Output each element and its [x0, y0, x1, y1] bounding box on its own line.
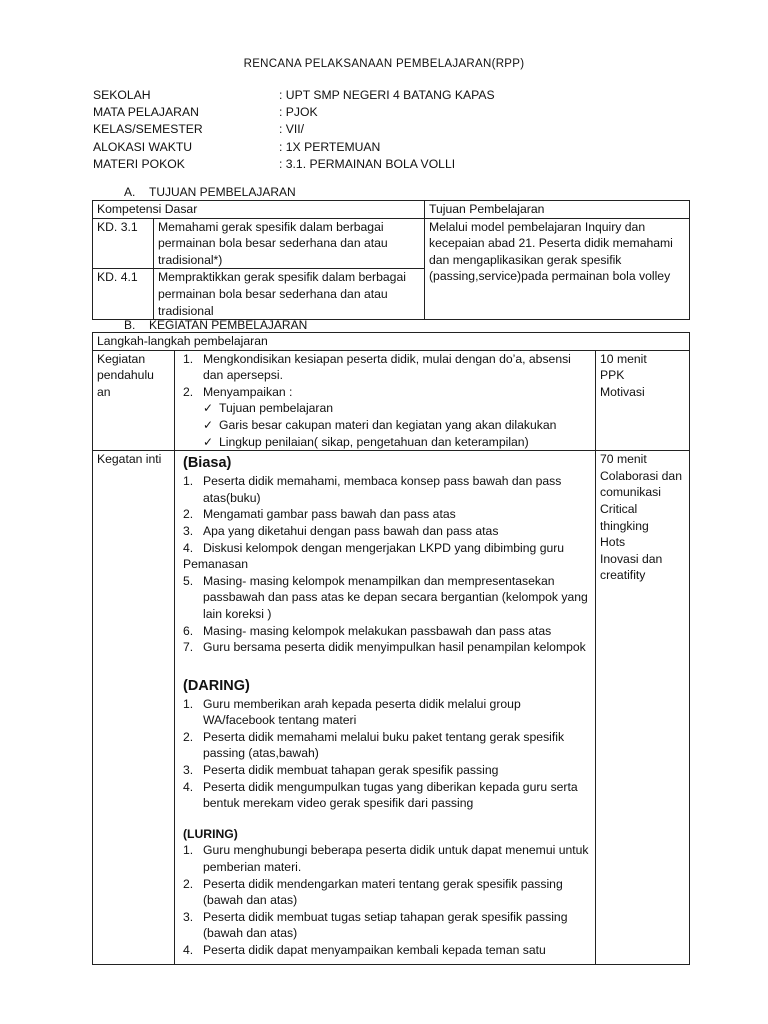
section-title: KEGIATAN PEMBELAJARAN: [149, 318, 308, 332]
checkmark-icon: ✓: [203, 401, 214, 416]
kd-text: Mempraktikkan gerak spesifik dalam berbagai permainan bola besar sederhana dan atau tradisional: [154, 269, 425, 320]
list-item: 1. Mengkondisikan kesiapan peserta didik, mulai dengan do’a, absensi dan apersepsi.: [183, 351, 591, 384]
step-text: Masing- masing kelompok melakukan passbawah dan pass atas: [203, 623, 552, 638]
check-text: Tujuan pembelajaran: [219, 401, 334, 416]
check-item: [183, 400, 591, 417]
list-item: 4. Diskusi kelompok dengan mengerjakan LKPD yang dibimbing guru: [183, 540, 565, 555]
check-item: [183, 417, 591, 434]
daring-heading: (DARING): [183, 677, 250, 694]
step-text: Peserta didik mengumpulkan tugas yang diberikan kepada guru serta bentuk merekam video gerak spesifik dari passing: [203, 779, 578, 811]
info-label: ALOKASI WAKTU: [93, 139, 193, 154]
info-label: KELAS/SEMESTER: [93, 122, 203, 137]
list-item: 2. Peserta didik mendengarkan materi tentang gerak spesifik passing (bawah dan atas): [183, 876, 591, 909]
side-note: 70 menit: [600, 452, 647, 467]
list-item: 2. Mengamati gambar pass bawah dan pass atas: [183, 507, 456, 522]
step-text: Apa yang diketahui dengan pass bawah dan pass atas: [203, 523, 499, 538]
list-item: 2. Peserta didik memahami melalui buku paket tentang gerak spesifik passing (atas,bawah): [183, 729, 591, 762]
step-text: Mengamati gambar pass bawah dan pass atas: [203, 507, 456, 522]
list-item: 3. Peserta didik membuat tahapan gerak spesifik passing: [183, 763, 499, 778]
document-title: RENCANA PELAKSANAAN PEMBELAJARAN(RPP): [243, 58, 525, 70]
info-label: SEKOLAH: [93, 88, 151, 102]
check-item: [183, 434, 591, 451]
step-text: Peserta didik dapat menyampaikan kembali kepada teman satu: [203, 943, 546, 957]
step-text: Guru bersama peserta didik menyimpulkan hasil penampilan kelompok: [203, 640, 586, 655]
list-item: 6. Masing- masing kelompok melakukan passbawah dan pass atas: [183, 623, 552, 638]
side-note: Colaborasi dan comunikasi: [600, 468, 682, 500]
checkmark-icon: ✓: [203, 434, 214, 449]
list-item: 1. Guru menghubungi beberapa peserta didik untuk dapat menemui untuk pemberian materi.: [183, 842, 591, 875]
info-value: : VII/: [279, 122, 305, 137]
step-text: Diskusi kelompok dengan mengerjakan LKPD yang dibimbing guru: [203, 540, 565, 555]
pemanasan-label: Pemanasan: [183, 557, 249, 572]
step-text: Mengkondisikan kesiapan peserta didik, mulai dengan do’a, absensi dan apersepsi.: [203, 351, 571, 383]
check-text: Lingkup penilaian( sikap, pengetahuan dan keterampilan): [219, 434, 529, 449]
side-note: 10 menit: [600, 351, 647, 366]
side-note: Motivasi: [600, 384, 645, 399]
list-item: 5. Masing- masing kelompok menampilkan dan mempresentasekan passbawah dan pass atas ke depan secara bergantian (kelompok yang lain koreksi ): [183, 573, 591, 623]
info-value: : 3.1. PERMAINAN BOLA VOLLI: [279, 156, 456, 171]
tujuan-table: [92, 200, 690, 320]
step-text: Peserta didik mendengarkan materi tentang gerak spesifik passing (bawah dan atas): [203, 876, 563, 908]
luring-heading: (LURING): [183, 826, 238, 841]
section-letter: B.: [124, 318, 136, 332]
header-kompetensi-dasar: Kompetensi Dasar: [93, 201, 425, 219]
list-item: 1. Guru memberikan arah kepada peserta didik melalui group WA/facebook tentang materi: [183, 696, 591, 729]
section-title: TUJUAN PEMBELAJARAN: [149, 185, 296, 199]
pendahuluan-side: [596, 350, 690, 451]
info-row-sekolah: [93, 87, 495, 104]
info-value: : UPT SMP NEGERI 4 BATANG KAPAS: [279, 88, 495, 102]
list-item: 4. Peserta didik mengumpulkan tugas yang diberikan kepada guru serta bentuk merekam video gerak spesifik dari passing: [183, 779, 591, 812]
biasa-heading: (Biasa): [183, 455, 232, 472]
info-row-alokasi-waktu: [93, 139, 495, 156]
kd-code: KD. 4.1: [93, 269, 154, 320]
list-item: 3. Apa yang diketahui dengan pass bawah dan pass atas: [183, 523, 499, 538]
side-note: Hots: [600, 535, 626, 550]
inti-label: Kegatan inti: [93, 451, 175, 965]
pendahuluan-content: [175, 350, 596, 451]
list-item: 4. Peserta didik dapat menyampaikan kembali kepada teman satu: [183, 943, 546, 957]
pendahuluan-label: Kegiatan pendahulu an: [93, 350, 175, 451]
step-text: Masing- masing kelompok menampilkan dan mempresentasekan passbawah dan pass atas ke depan secara bergantian (kelompok yang lain koreksi ): [203, 573, 588, 621]
side-note: PPK: [600, 368, 625, 383]
side-note: Critical thingking: [600, 501, 649, 533]
kegiatan-table: [92, 332, 690, 965]
kd-code: KD. 3.1: [93, 218, 154, 269]
check-text: Garis besar cakupan materi dan kegiatan yang akan dilakukan: [219, 417, 557, 432]
info-block: [93, 87, 495, 173]
info-label: MATERI POKOK: [93, 156, 185, 171]
info-value: : PJOK: [279, 105, 318, 120]
kd-text: Memahami gerak spesifik dalam berbagai permainan bola besar sederhana dan atau tradisional*): [154, 218, 425, 269]
list-item: 3. Peserta didik membuat tugas setiap tahapan gerak spesifik passing (bawah dan atas): [183, 909, 591, 942]
side-note: Inovasi dan creatifity: [600, 551, 663, 583]
info-row-materi-pokok: [93, 156, 495, 173]
info-value: : 1X PERTEMUAN: [279, 139, 381, 154]
section-a-heading: [124, 184, 296, 201]
inti-side: [596, 451, 690, 965]
list-item: 1. Peserta didik memahami, membaca konsep pass bawah dan pass atas(buku): [183, 473, 591, 506]
info-row-mata-pelajaran: [93, 104, 495, 121]
header-langkah: Langkah-langkah pembelajaran: [93, 333, 690, 351]
header-tujuan-pembelajaran: Tujuan Pembelajaran: [425, 201, 690, 219]
step-text: Peserta didik memahami, membaca konsep pass bawah dan pass atas(buku): [203, 474, 562, 505]
step-text: Peserta didik memahami melalui buku paket tentang gerak spesifik passing (atas,bawah): [203, 729, 565, 761]
list-item: 2. Menyampaikan :: [183, 384, 293, 399]
checkmark-icon: ✓: [203, 417, 214, 432]
step-text: Menyampaikan :: [203, 384, 293, 399]
step-text: Guru menghubungi beberapa peserta didik untuk dapat menemui untuk pemberian materi.: [203, 843, 589, 875]
list-item: 7. Guru bersama peserta didik menyimpulkan hasil penampilan kelompok: [183, 640, 586, 655]
section-letter: A.: [124, 185, 136, 199]
step-text: Peserta didik membuat tahapan gerak spesifik passing: [203, 763, 499, 778]
info-row-kelas-semester: [93, 121, 495, 138]
step-text: Guru memberikan arah kepada peserta didik melalui group WA/facebook tentang materi: [203, 696, 521, 728]
step-text: Peserta didik membuat tugas setiap tahapan gerak spesifik passing (bawah dan atas): [203, 909, 568, 941]
inti-content: [175, 451, 596, 965]
tujuan-text: Melalui model pembelajaran Inquiry dan kecepaian abad 21. Peserta didik memahami dan mengaplikasikan gerak spesifik (passing,service)pada permainan bola volley: [425, 218, 690, 320]
info-label: MATA PELAJARAN: [93, 105, 199, 120]
